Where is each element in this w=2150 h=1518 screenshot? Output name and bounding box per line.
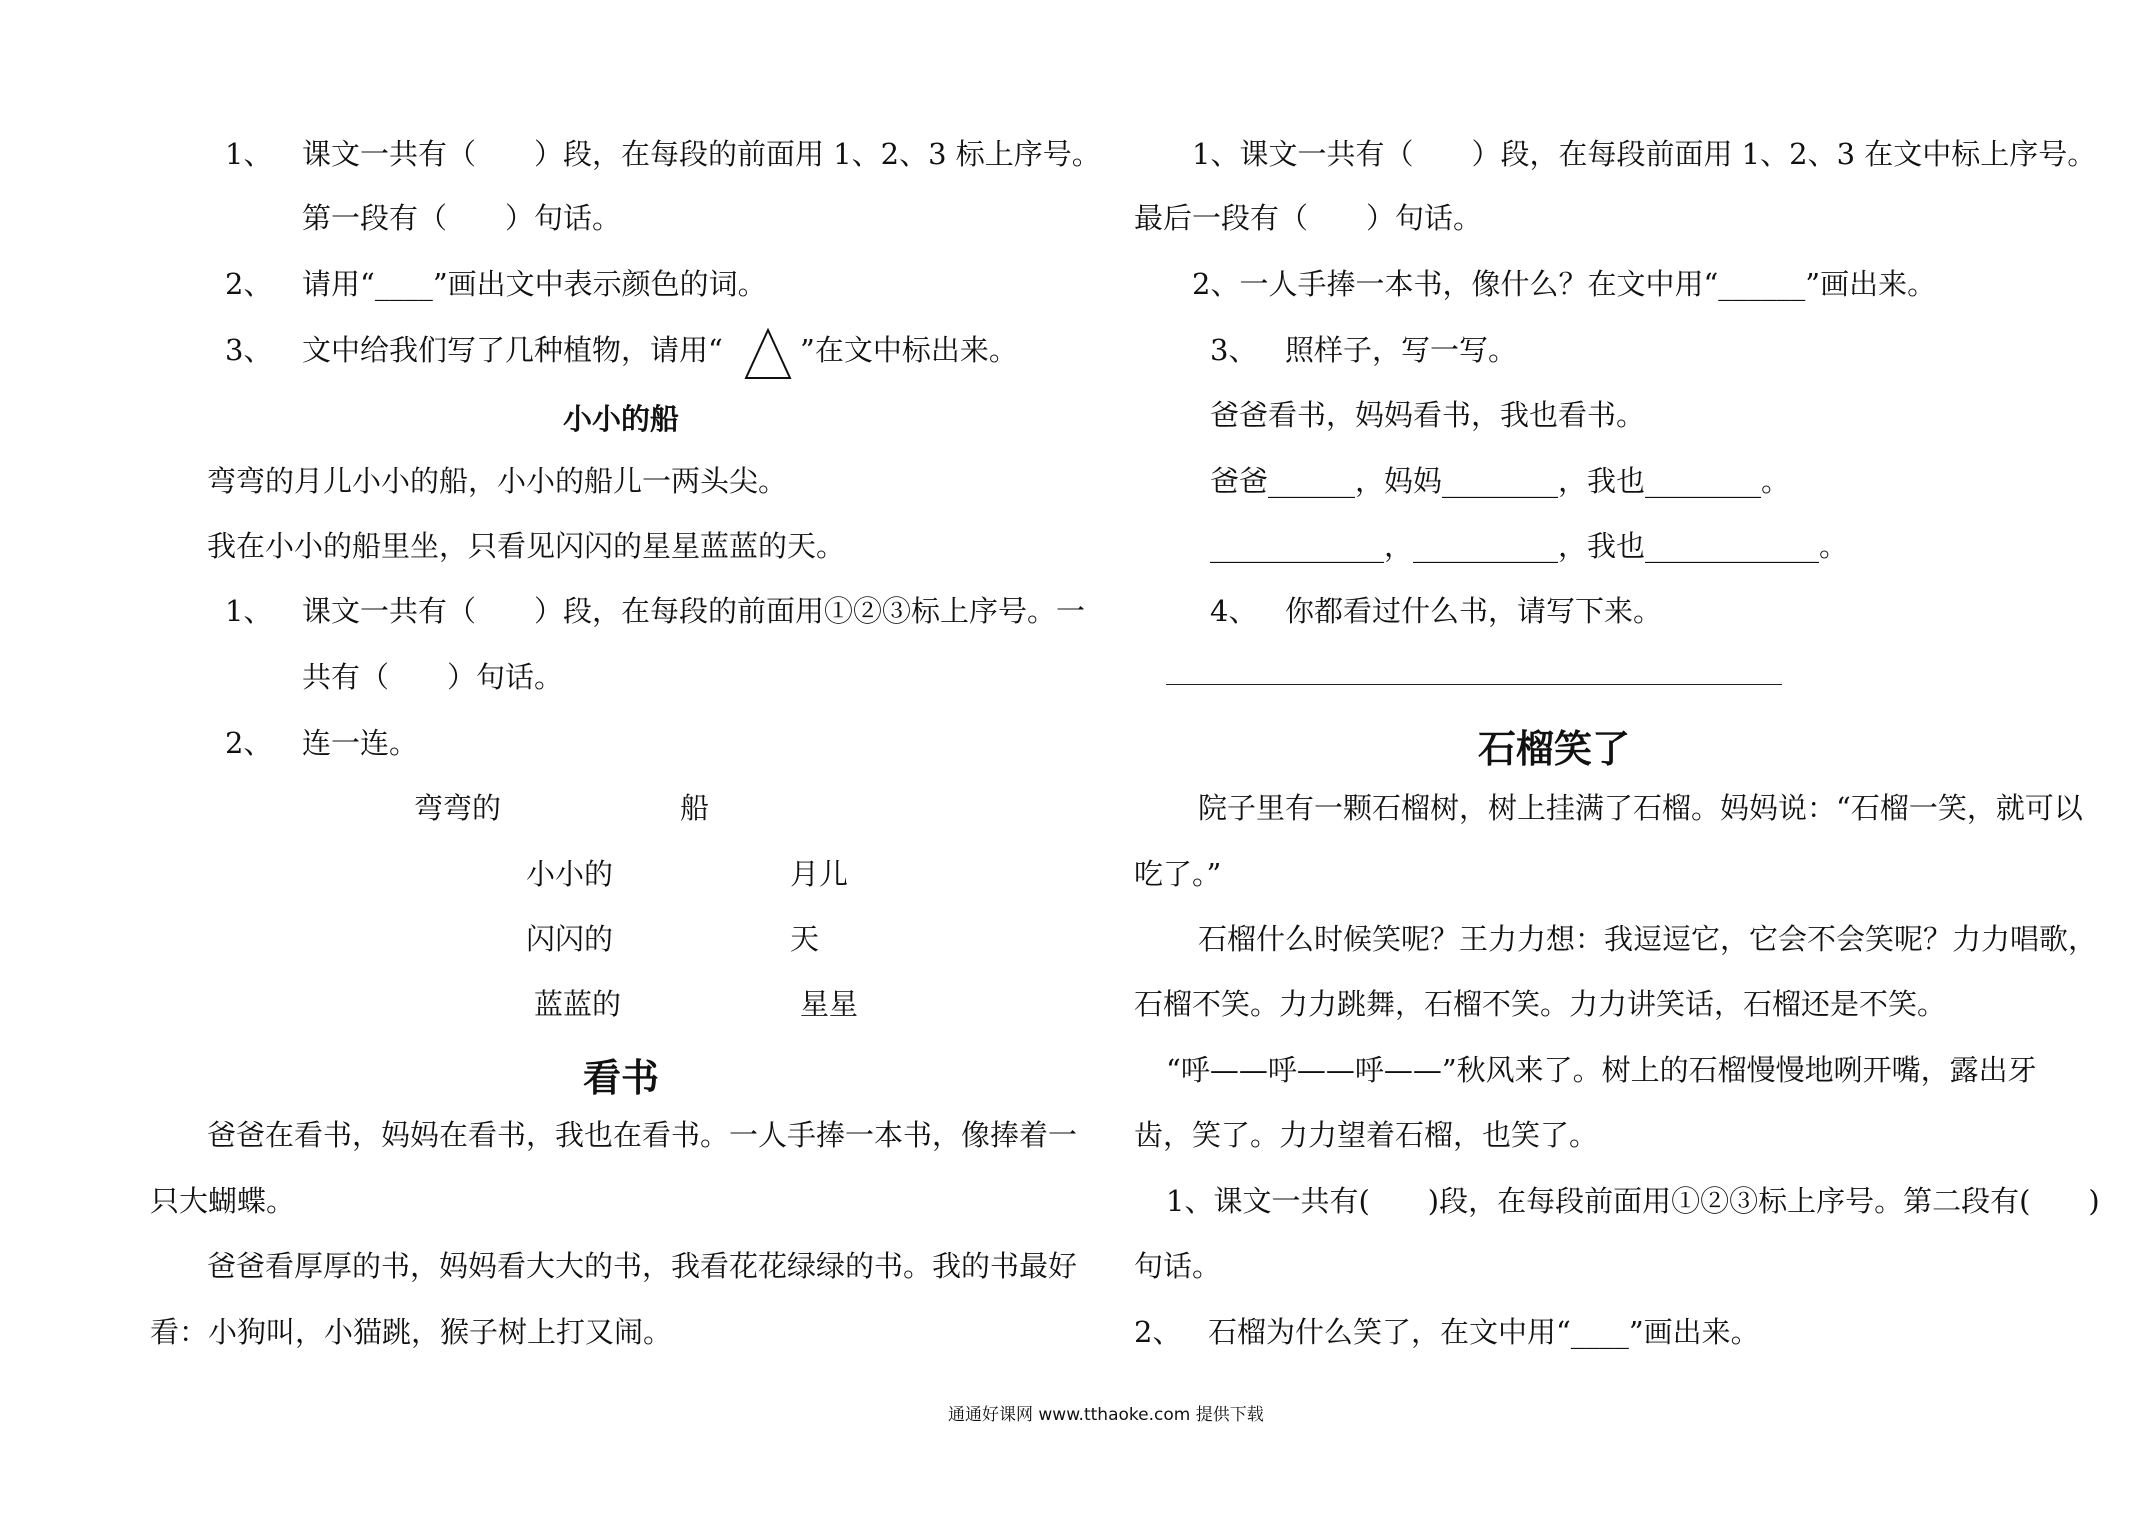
question-text: 连一连。 bbox=[302, 726, 419, 760]
match-left-item: 蓝蓝的 bbox=[534, 987, 622, 1021]
match-right-item: 天 bbox=[790, 922, 820, 956]
question-text: 文中给我们写了几种植物，请用“ bbox=[302, 333, 723, 367]
footer-text: 通通好课网 www.tthaoke.com 提供下载 bbox=[948, 1405, 1264, 1425]
passage-line: 我在小小的船里坐，只看见闪闪的星星蓝蓝的天。 bbox=[207, 529, 846, 563]
question-number: 3、 bbox=[225, 333, 273, 367]
match-left-item: 弯弯的 bbox=[414, 791, 502, 825]
section-title: 小小的船 bbox=[563, 402, 680, 436]
triangle-icon bbox=[742, 326, 794, 382]
fill-blank-line: 爸爸______，妈妈________，我也________。 bbox=[1210, 464, 1791, 498]
question-text: 1、课文一共有（ ）段，在每段前面用 1、2、3 在文中标上序号。 bbox=[1192, 137, 2097, 171]
answer-line bbox=[1166, 684, 1782, 685]
question-text: 句话。 bbox=[1134, 1249, 1222, 1283]
match-left-item: 小小的 bbox=[526, 857, 614, 891]
question-text: ”在文中标出来。 bbox=[800, 333, 1018, 367]
passage-line: 石榴什么时候笑呢？王力力想：我逗逗它，它会不会笑呢？力力唱歌， bbox=[1198, 922, 2098, 956]
example-line: 爸爸看书，妈妈看书，我也看书。 bbox=[1210, 398, 1646, 432]
question-text: 2、一人手捧一本书，像什么？在文中用“______”画出来。 bbox=[1192, 267, 1937, 301]
passage-line: 吃了。” bbox=[1134, 857, 1222, 891]
question-text: 1、课文一共有( )段，在每段前面用①②③标上序号。第二段有( ) bbox=[1166, 1184, 2100, 1218]
question-text: 第一段有（ ）句话。 bbox=[302, 201, 622, 235]
question-text: 石榴为什么笑了，在文中用“____”画出来。 bbox=[1208, 1315, 1760, 1349]
passage-line: 爸爸看厚厚的书，妈妈看大大的书，我看花花绿绿的书。我的书最好 bbox=[207, 1249, 1078, 1283]
passage-line: “呼——呼——呼——”秋风来了。树上的石榴慢慢地咧开嘴，露出牙 bbox=[1166, 1053, 2037, 1087]
passage-line: 院子里有一颗石榴树，树上挂满了石榴。妈妈说：“石榴一笑，就可以 bbox=[1198, 791, 2083, 825]
question-text: 请用“____”画出文中表示颜色的词。 bbox=[302, 267, 767, 301]
passage-line: 只大蝴蝶。 bbox=[150, 1184, 296, 1218]
match-right-item: 星星 bbox=[800, 987, 859, 1021]
question-number: 2、 bbox=[225, 726, 273, 760]
section-title: 看书 bbox=[583, 1056, 660, 1100]
passage-line: 齿，笑了。力力望着石榴，也笑了。 bbox=[1134, 1118, 1599, 1152]
match-right-item: 船 bbox=[680, 791, 710, 825]
passage-line: 石榴不笑。力力跳舞，石榴不笑。力力讲笑话，石榴还是不笑。 bbox=[1134, 987, 1947, 1021]
question-text: 课文一共有（ ）段，在每段的前面用①②③标上序号。一 bbox=[302, 594, 1086, 628]
question-number: 2、 bbox=[225, 267, 273, 301]
section-title: 石榴笑了 bbox=[1478, 727, 1631, 771]
question-number: 3、 bbox=[1210, 333, 1258, 367]
question-text: 共有（ ）句话。 bbox=[302, 660, 564, 694]
question-text: 课文一共有（ ）段，在每段的前面用 1、2、3 标上序号。 bbox=[302, 137, 1101, 171]
passage-line: 看：小狗叫，小猫跳，猴子树上打又闹。 bbox=[150, 1315, 673, 1349]
question-text: 照样子，写一写。 bbox=[1285, 333, 1518, 367]
passage-line: 爸爸在看书，妈妈在看书，我也在看书。一人手捧一本书，像捧着一 bbox=[207, 1118, 1078, 1152]
match-right-item: 月儿 bbox=[790, 857, 849, 891]
question-number: 2、 bbox=[1134, 1315, 1182, 1349]
question-text: 你都看过什么书，请写下来。 bbox=[1285, 594, 1663, 628]
question-text: 最后一段有（ ）句话。 bbox=[1134, 201, 1483, 235]
question-number: 1、 bbox=[225, 137, 273, 171]
question-number: 4、 bbox=[1210, 594, 1258, 628]
passage-line: 弯弯的月儿小小的船，小小的船儿一两头尖。 bbox=[207, 464, 788, 498]
fill-blank-line: ____________，__________，我也____________。 bbox=[1210, 529, 1849, 563]
question-number: 1、 bbox=[225, 594, 273, 628]
match-left-item: 闪闪的 bbox=[526, 922, 614, 956]
